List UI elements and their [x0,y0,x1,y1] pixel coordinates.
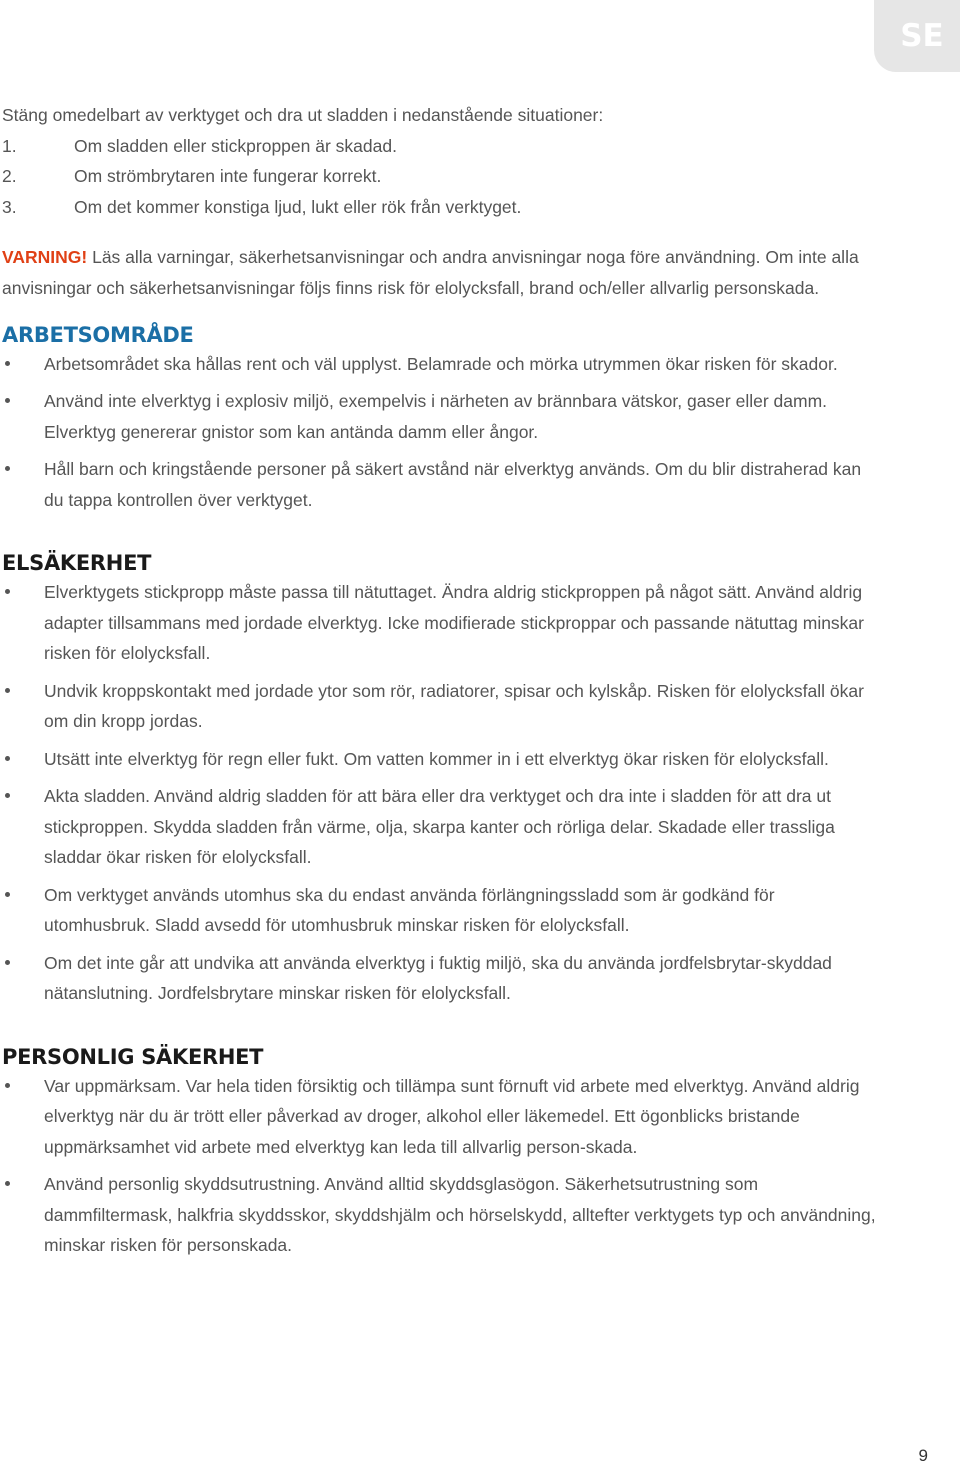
situation-item [2,131,882,162]
page-content [2,100,882,1268]
list-item-text: Akta sladden. Använd aldrig sladden för att bära eller dra verktyget och dra inte i sladden för att dra ut stickproppen. Skydda sladden från värme, olja, skarpa kanter och rörliga delar. Skadade eller trassliga sladdar ökar risken för elolycksfall. [44,786,835,867]
bullet-icon [5,960,10,965]
list-item [2,676,882,737]
list-item [2,744,882,775]
list-item [2,1071,882,1163]
list-item-text: Håll barn och kringstående personer på säkert avstånd när elverktyg används. Om du blir distraherad kan du tappa kontrollen över verktyget. [44,459,862,510]
situation-item [2,161,882,192]
situation-number: 1. [2,135,17,156]
list-item [2,880,882,941]
page-number: 9 [918,1446,928,1465]
intro-text: Stäng omedelbart av verktyget och dra ut sladden i nedanstående situationer: [2,105,604,125]
list-item [2,948,882,1009]
bullet-icon [5,1181,10,1186]
situation-text: Om strömbrytaren inte fungerar korrekt. [74,166,382,186]
situation-number: 3. [2,196,17,217]
situation-text: Om det kommer konstiga ljud, lukt eller rök från verktyget. [74,196,522,217]
warning-label: VARNING! [2,247,88,267]
list-item [2,1169,882,1261]
list-item-text: Utsätt inte elverktyg för regn eller fukt. Om vatten kommer in i ett elverktyg ökar risken för elolycksfall. [44,748,829,769]
list-item-text: Elverktygets stickpropp måste passa till nätuttaget. Ändra aldrig stickproppen på något sätt. Använd aldrig adapter tillsammans med jordade elverktyg. Icke modifierade stickproppar och passande nätuttag minskar risken för elolycksfall. [44,582,864,663]
bullet-list [2,1071,882,1261]
situation-item [2,192,882,223]
bullet-icon [5,892,10,897]
bullet-icon [5,589,10,594]
section-heading: ELSÄKERHET [2,551,152,575]
warning-paragraph [2,242,882,303]
list-item-text: Använd personlig skyddsutrustning. Använd alltid skyddsglasögon. Säkerhetsutrustning som dammfiltermask, halkfria skyddsskor, skyddshjälm och hörselskydd, alltefter verktygets typ och användning, minskar risken för personskada. [44,1174,876,1255]
situation-list [2,131,882,223]
bullet-icon [5,466,10,471]
language-tab [874,0,960,72]
list-item-text: Om verktyget används utomhus ska du endast använda förlängningssladd som är godkänd för utomhusbruk. Sladd avsedd för utomhusbruk minskar risken för elolycksfall. [44,884,775,935]
situation-text: Om sladden eller stickproppen är skadad. [74,135,397,156]
bullet-icon [5,688,10,693]
section-personlig-sakerhet [2,1043,882,1261]
list-item-text: Var uppmärksam. Var hela tiden försiktig och tillämpa sunt förnuft vid arbete med elverktyg. Använd aldrig elverktyg när du är trött eller påverkad av droger, alkohol eller läkemedel. Ett ögonblicks bristande uppmärksamhet vid arbete med elverktyg kan leda till allvarlig person-skada. [44,1075,860,1157]
bullet-icon [5,793,10,798]
bullet-icon [5,1083,10,1088]
section-elsakerhet [2,549,882,1009]
list-item [2,577,882,669]
bullet-list [2,577,882,1009]
list-item [2,386,882,447]
bullet-icon [5,756,10,761]
section-heading: PERSONLIG SÄKERHET [2,1044,264,1069]
bullet-icon [5,361,10,366]
list-item [2,781,882,873]
warning-text: Läs alla varningar, säkerhetsanvisningar och andra anvisningar noga före användning. Om inte alla anvisningar och säkerhetsanvisningar följs finns risk för elolycksfall, brand och/eller allvarlig personskada. [2,247,859,298]
list-item-text: Om det inte går att undvika att använda elverktyg i fuktig miljö, ska du använda jordfelsbrytar-skyddad nätanslutning. Jordfelsbrytare minskar risken för elolycksfall. [44,952,832,1003]
section-heading: ARBETSOMRÅDE [2,322,194,347]
bullet-list [2,349,882,516]
list-item [2,349,882,380]
list-item-text: Arbetsområdet ska hållas rent och väl upplyst. Belamrade och mörka utrymmen ökar risken för skador. [44,353,838,374]
situation-number: 2. [2,166,17,186]
section-arbetsomrade [2,321,882,516]
bullet-icon [5,398,10,403]
list-item-text: Undvik kroppskontakt med jordade ytor som rör, radiatorer, spisar och kylskåp. Risken för elolycksfall ökar om din kropp jordas. [44,680,864,731]
language-tab-label: SE [900,18,944,54]
list-item-text: Använd inte elverktyg i explosiv miljö, exempelvis i närheten av brännbara vätskor, gaser eller damm. Elverktyg genererar gnistor som kan antända damm eller ångor. [44,391,828,442]
list-item [2,454,882,515]
